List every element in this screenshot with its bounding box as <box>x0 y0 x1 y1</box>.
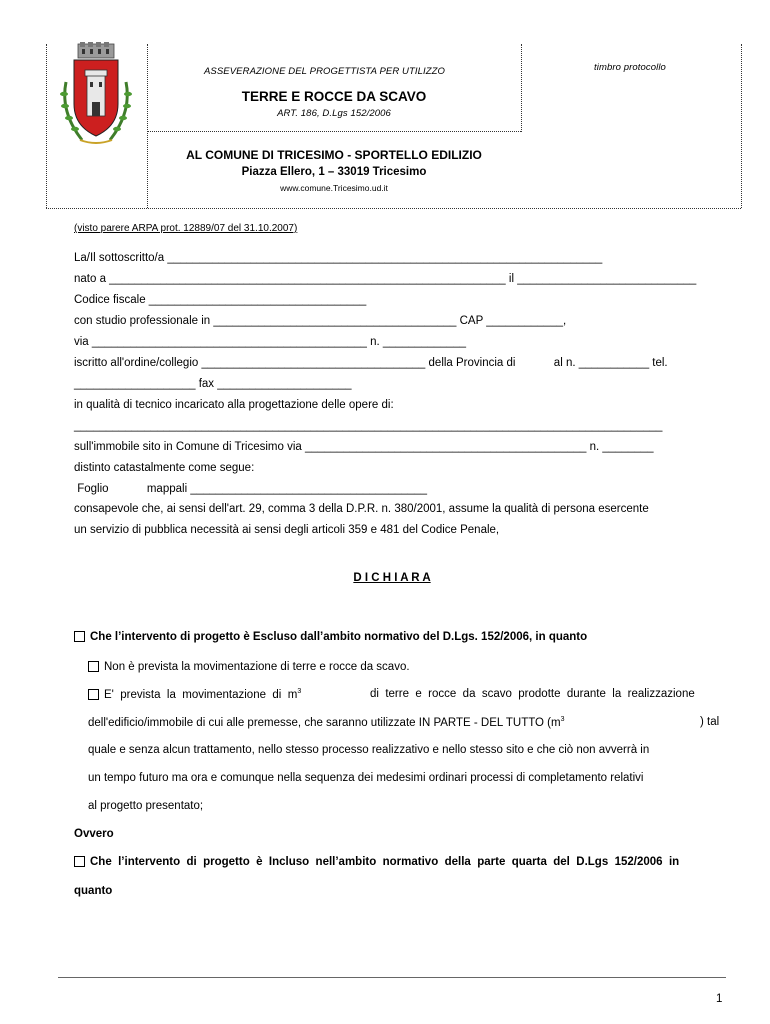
awareness-line-1: consapevole che, ai sensi dell'art. 29, comma 3 della D.P.R. n. 380/2001, assume la qualità di persona esercente <box>74 503 649 515</box>
footer-rule <box>58 977 726 978</box>
frame-divider-right <box>521 44 522 132</box>
cubic-superscript: 3 <box>297 688 302 695</box>
field-studio-line: con studio professionale in ______________________________________ CAP ____________, <box>74 315 567 327</box>
option-included-label: Che l’intervento di progetto è Incluso nell’ambito normativo della parte quarta del D.Lgs 152/2006 in <box>90 856 680 868</box>
page-number: 1 <box>716 993 723 1005</box>
option-included-continued: quanto <box>74 885 113 897</box>
movement-line-2-end: ) tal <box>700 716 720 728</box>
stamp-label: timbro protocollo <box>594 62 666 73</box>
field-register-line: iscritto all'ordine/collegio ___________________________________ della Provincia di al n. ___________ tel. <box>74 357 668 369</box>
movement-line-5: al progetto presentato; <box>88 800 204 812</box>
option-excluded-checkbox[interactable] <box>74 631 85 642</box>
option-included <box>74 856 679 868</box>
ovvero-label: Ovvero <box>74 828 114 840</box>
option-excluded-label: Che l’intervento di progetto è Escluso dall’ambito normativo del D.Lgs. 152/2006, in quanto <box>90 631 588 643</box>
option-excluded <box>74 631 587 643</box>
movement-label-b: di terre e rocce da scavo prodotte durante la realizzazione <box>370 688 695 700</box>
frame-right-border <box>741 44 742 208</box>
law-reference: ART. 186, D.Lgs 152/2006 <box>277 108 391 119</box>
movement-line-4: un tempo futuro ma ora e comunque nella sequenza dei medesimi ordinari processi di completamento relativi <box>88 772 644 784</box>
field-role-line: in qualità di tecnico incaricato alla progettazione delle opere di: <box>74 399 394 411</box>
field-works-line: ____________________________________________________________________________________________ <box>74 420 663 432</box>
movement-line-3: quale e senza alcun trattamento, nello stesso processo realizzativo e nello stesso sito e che ciò non avverrà in <box>88 744 650 756</box>
arpa-note: (visto parere ARPA prot. 12889/07 del 31.10.2007) <box>74 223 298 234</box>
awareness-line-2: un servizio di pubblica necessità ai sensi degli articoli 359 e 481 del Codice Penale, <box>74 524 500 536</box>
movement-checkbox[interactable] <box>88 689 99 700</box>
no-movement-label: Non è prevista la movimentazione di terre e rocce da scavo. <box>104 661 410 673</box>
movement-line-2-text: dell'edificio/immobile di cui alle premesse, che saranno utilizzate IN PARTE - DEL TUTTO (m <box>88 716 561 729</box>
document-title: TERRE E ROCCE DA SCAVO <box>241 89 427 104</box>
field-name-line: La/Il sottoscritto/a ____________________________________________________________________ <box>74 252 603 264</box>
field-street-line: via ___________________________________________ n. _____________ <box>74 336 467 348</box>
movement-label-a: E' prevista la movimentazione di m <box>104 688 298 701</box>
sub-option-movement <box>88 688 301 701</box>
field-property-line: sull'immobile sito in Comune di Tricesimo via ____________________________________________ n. ________ <box>74 441 654 453</box>
frame-bottom-border <box>46 208 741 209</box>
field-sheet-line: Foglio mappali _____________________________________ <box>74 483 427 495</box>
recipient-office: AL COMUNE DI TRICESIMO - SPORTELLO EDILIZIO <box>186 148 482 162</box>
field-tax-code-line: Codice fiscale __________________________________ <box>74 294 367 306</box>
no-movement-checkbox[interactable] <box>88 661 99 672</box>
movement-line-2 <box>88 716 565 729</box>
option-included-checkbox[interactable] <box>74 856 85 867</box>
field-birth-line: nato a ______________________________________________________________ il ____________________________ <box>74 273 697 285</box>
sub-option-no-movement <box>88 661 410 673</box>
cubic-superscript-2: 3 <box>560 716 565 723</box>
field-cadastral-line: distinto catastalmente come segue: <box>74 462 255 474</box>
header-subtitle: ASSEVERAZIONE DEL PROGETTISTA PER UTILIZZO <box>204 66 446 77</box>
municipal-crest-icon <box>58 42 134 148</box>
frame-left-border <box>46 44 47 208</box>
field-fax-line: ___________________ fax _____________________ <box>74 378 352 390</box>
office-website: www.comune.Tricesimo.ud.it <box>280 183 388 193</box>
declaration-heading: D I C H I A R A <box>353 572 431 584</box>
office-address: Piazza Ellero, 1 – 33019 Tricesimo <box>241 166 427 178</box>
frame-middle-border <box>147 131 521 132</box>
